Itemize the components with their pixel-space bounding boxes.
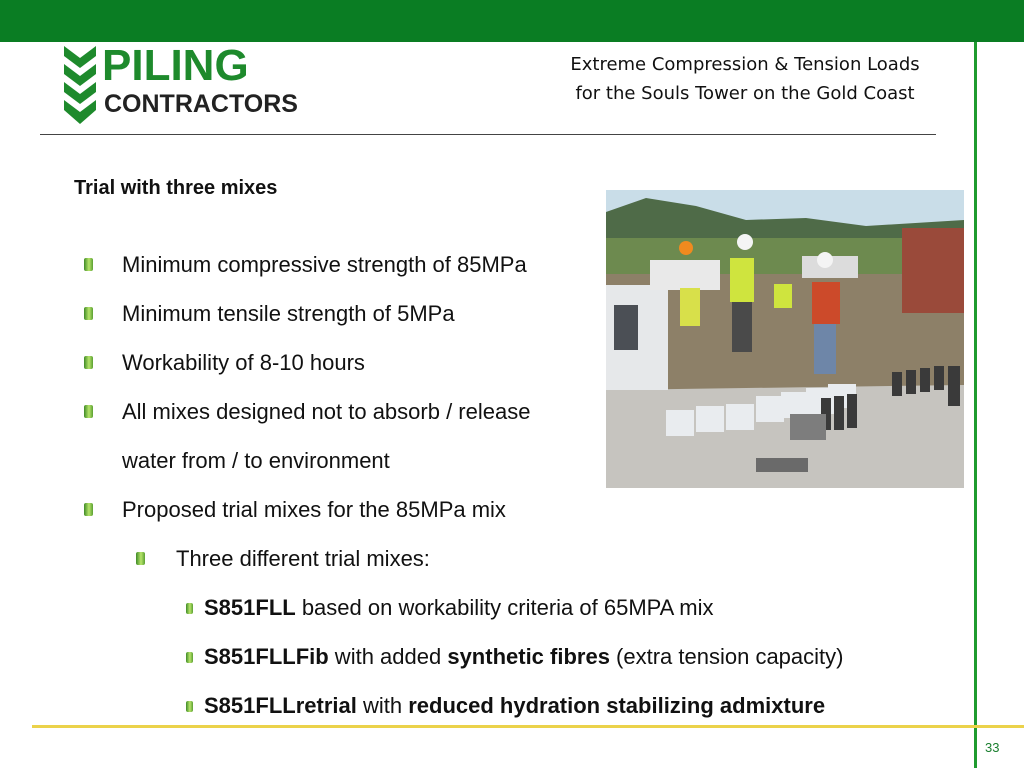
mix-item-s851fllfib xyxy=(204,644,843,670)
bullet-marker xyxy=(84,405,93,418)
bullet-tensile-strength: Minimum tensile strength of 5MPa xyxy=(122,301,455,326)
bottom-yellow-line xyxy=(32,725,1024,728)
sub-bullet-three-mixes: Three different trial mixes: xyxy=(176,546,430,571)
mix-description-tail: (extra tension capacity) xyxy=(609,644,844,669)
mix-bullet-marker xyxy=(186,701,193,712)
sub-bullet-marker xyxy=(136,552,145,565)
mix-name: S851FLLFib xyxy=(204,644,329,669)
mix-name: S851FLLretrial xyxy=(204,693,357,718)
mix-bullet-marker xyxy=(186,603,193,614)
slide-headline xyxy=(520,50,970,108)
bullet-compressive-strength: Minimum compressive strength of 85MPa xyxy=(122,252,527,277)
mix-item-s851fllretrial xyxy=(204,693,825,719)
headline-line-1: Extreme Compression & Tension Loads xyxy=(570,54,920,75)
logo-word-contractors: CONTRACTORS xyxy=(104,90,298,118)
bullet-marker xyxy=(84,356,93,369)
section-subtitle: Trial with three mixes xyxy=(74,177,278,199)
top-green-bar xyxy=(0,0,1024,42)
bullet-proposed-trial-mixes: Proposed trial mixes for the 85MPa mix xyxy=(122,497,506,522)
bullet-absorb-release: All mixes designed not to absorb / release xyxy=(122,399,531,424)
mix-highlight: synthetic fibres xyxy=(447,644,610,669)
bullet-marker xyxy=(84,258,93,271)
bullet-workability: Workability of 8-10 hours xyxy=(122,350,365,375)
mix-item-s851fll xyxy=(204,595,713,621)
bullet-marker xyxy=(84,307,93,320)
mix-name: S851FLL xyxy=(204,595,296,620)
mix-description: with xyxy=(356,693,409,718)
headline-line-2: for the Souls Tower on the Gold Coast xyxy=(575,83,915,104)
mix-bullet-marker xyxy=(186,652,193,663)
piling-contractors-logo xyxy=(62,40,324,130)
bullet-marker xyxy=(84,503,93,516)
header-divider xyxy=(40,134,936,135)
logo-word-piling: PILING xyxy=(102,41,249,90)
mix-description: based on workability criteria of 65MPA mix xyxy=(295,595,714,620)
bullet-absorb-release-continued: water from / to environment xyxy=(122,448,390,473)
site-photo xyxy=(606,190,964,488)
page-number: 33 xyxy=(985,740,1000,755)
mix-description: with added xyxy=(328,644,448,669)
right-green-line xyxy=(974,42,977,768)
mix-highlight: reduced hydration stabilizing admixture xyxy=(408,693,826,718)
